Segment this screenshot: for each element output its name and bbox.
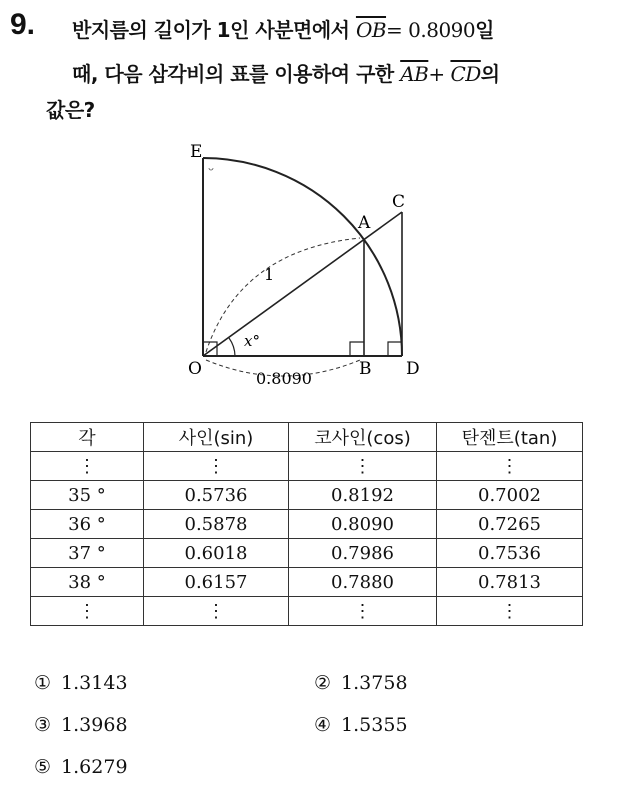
table-cell: 36 ° [31,510,144,539]
question-line1-text: 반지름의 길이가 1인 사분면에서 [72,18,356,42]
table-cell: ⋮ [144,452,289,481]
table-cell: ⋮ [31,597,144,626]
question-line2-text: 때, 다음 삼각비의 표를 이용하여 구한 [72,62,401,86]
segment-oc [203,212,402,356]
table-cell: ⋮ [437,597,583,626]
ob-equation: = 0.8090 [386,18,476,42]
question-line1-end: 일 [475,18,494,42]
choice-value: 1.3758 [341,672,408,694]
table-row [31,481,583,510]
table-cell: ⋮ [144,597,289,626]
segment-ob: $\overline{OB}$ [355,18,387,42]
table-cell: 0.7265 [437,510,583,539]
table-cell: 0.7986 [289,539,437,568]
choice-5[interactable] [34,756,128,778]
choice-value: 1.3143 [61,672,128,694]
choice-number: ① [34,672,52,694]
label-c: C [392,192,406,212]
corner-mark-e [209,168,213,170]
question-number: 9. [10,8,36,41]
choice-number: ③ [34,714,52,736]
right-angle-d [388,342,402,356]
header-angle: 각 [31,423,144,452]
table-cell: 0.7880 [289,568,437,597]
radius-dashed-arc [206,238,360,352]
label-b: B [359,359,372,379]
table-cell: 0.6157 [144,568,289,597]
table-cell: 0.6018 [144,539,289,568]
choice-4[interactable] [314,714,408,736]
header-cos: 코사인(cos) [289,423,437,452]
segment-cd: $\overline{CD}$ [450,62,481,86]
table-row [31,539,583,568]
ob-length-label: 0.8090 [256,369,312,388]
table-cell: 0.8192 [289,481,437,510]
quarter-arc [203,158,402,356]
table-row [31,597,583,626]
plus-sign: + [428,62,451,86]
choice-value: 1.5355 [341,714,408,736]
choice-value: 1.3968 [61,714,128,736]
question-line2-end: 의 [480,62,500,86]
table-cell: 35 ° [31,481,144,510]
table-cell: ⋮ [289,452,437,481]
table-header-row [31,423,583,452]
header-tan: 탄젠트(tan) [437,423,583,452]
radius-label: 1 [264,265,275,284]
choice-value: 1.6279 [61,756,128,778]
choice-3[interactable] [34,714,128,736]
angle-arc [229,338,235,356]
trig-table [30,422,583,626]
label-e: E [190,142,203,162]
table-row [31,568,583,597]
table-cell: 38 ° [31,568,144,597]
table-cell: 0.7813 [437,568,583,597]
table-row [31,452,583,481]
choice-number: ⑤ [34,756,52,778]
table-cell: 0.7536 [437,539,583,568]
table-cell: ⋮ [437,452,583,481]
angle-label: x° [244,332,260,350]
right-angle-b [350,342,364,356]
table-row [31,510,583,539]
table-cell: ⋮ [31,452,144,481]
choice-number: ④ [314,714,332,736]
table-cell: 0.7002 [437,481,583,510]
label-a: A [358,213,371,233]
choice-number: ② [314,672,332,694]
label-o: O [188,359,202,379]
table-cell: 0.5736 [144,481,289,510]
table-cell: 0.8090 [289,510,437,539]
choice-2[interactable] [314,672,408,694]
table-cell: ⋮ [289,597,437,626]
segment-ab: $\overline{AB}$ [400,62,429,86]
table-cell: 37 ° [31,539,144,568]
label-d: D [406,359,420,379]
question-line-3: 값은? [46,98,95,122]
header-sin: 사인(sin) [144,423,289,452]
choice-1[interactable] [34,672,128,694]
table-cell: 0.5878 [144,510,289,539]
